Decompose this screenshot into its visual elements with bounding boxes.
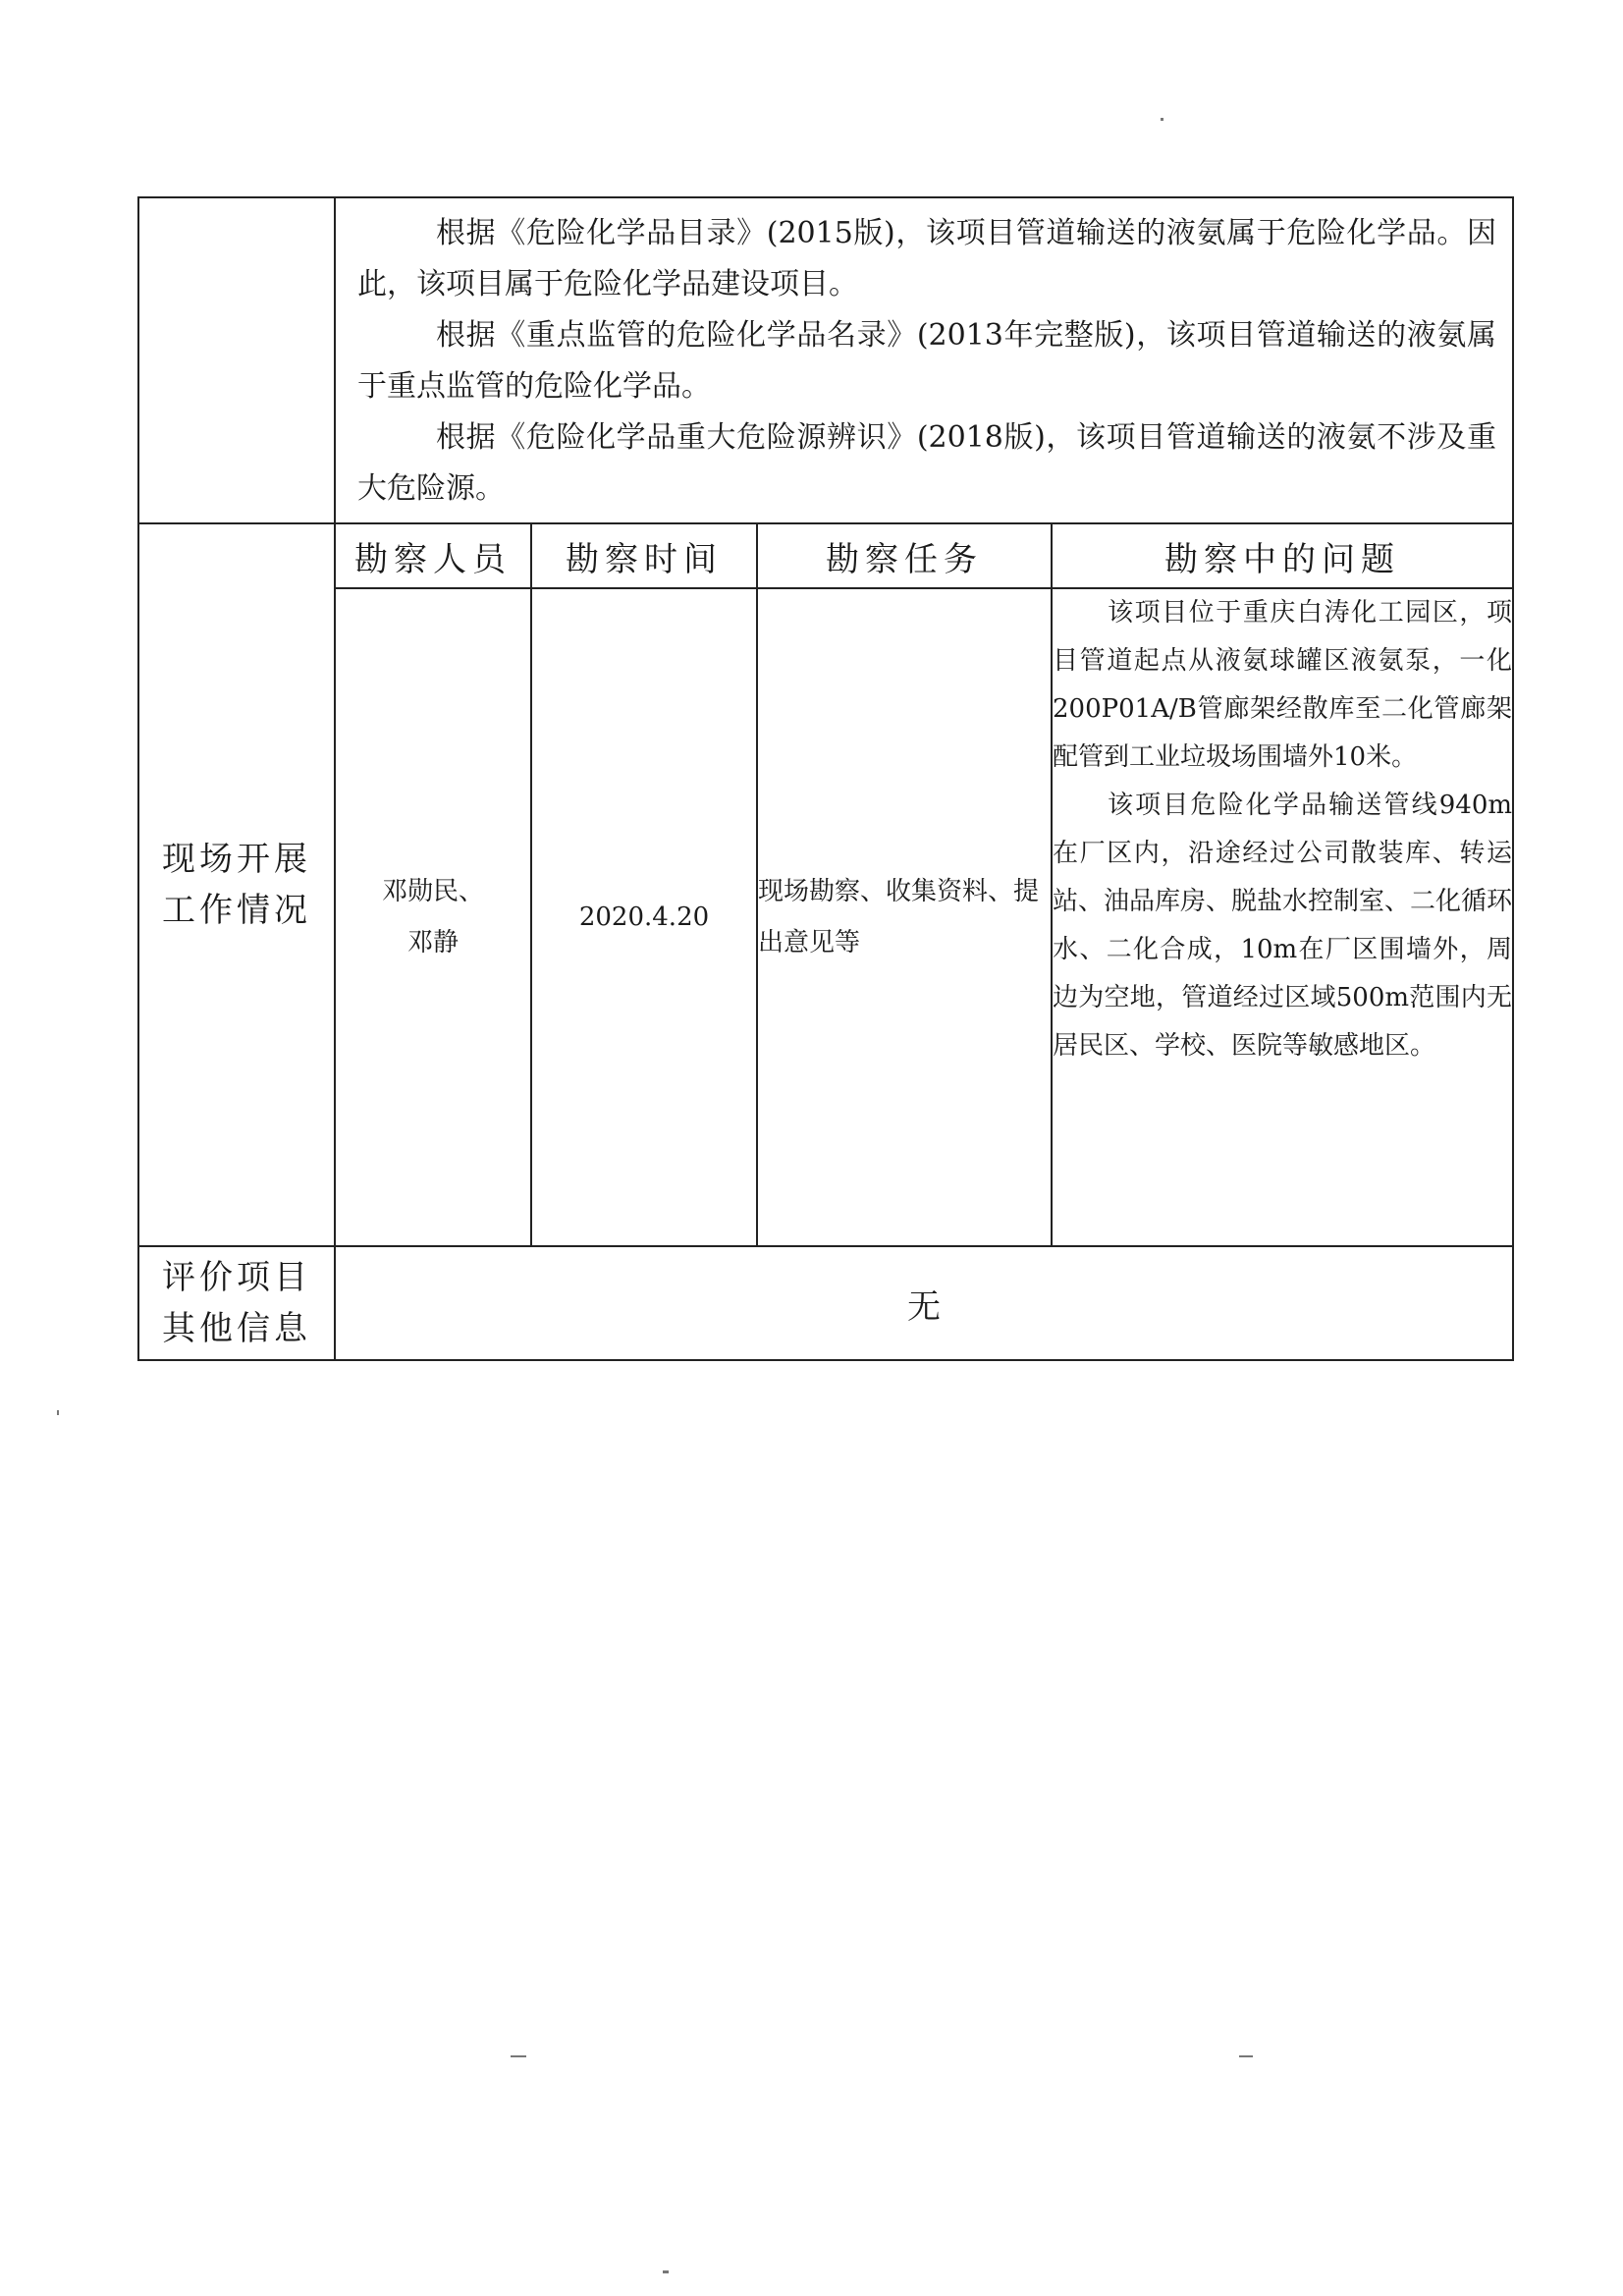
issue-paragraph: 该项目危险化学品输送管线940m在厂区内，沿途经过公司散装库、转运站、油品库房、脱盐水控制室、二化循环水、二化合成，10m在厂区围墙外，周边为空地，管道经过区域500m范围内无居民区、学校、医院等敏感地区。 [1053, 791, 1513, 1061]
header-issues: 勘察中的问题 [1052, 523, 1513, 588]
evaluation-info-table [137, 196, 1514, 1361]
time-cell: 2020.4.20 [531, 588, 757, 1246]
scan-speck [1239, 2055, 1253, 2057]
issue-paragraph: 该项目位于重庆白涛化工园区，项目管道起点从液氨球罐区液氨泵，一化200P01A/B管廊架经散库至二化管廊架配管到工业垃圾场围墙外10米。 [1053, 598, 1513, 772]
other-info-row [138, 1246, 1513, 1360]
issues-cell [1052, 588, 1513, 1246]
header-task: 勘察任务 [757, 523, 1052, 588]
header-personnel: 勘察人员 [335, 523, 531, 588]
classification-label-cell [138, 197, 335, 523]
task-cell: 现场勘察、收集资料、提出意见等 [757, 588, 1052, 1246]
other-info-value: 无 [335, 1246, 1513, 1360]
classification-paragraph: 根据《危险化学品重大危险源辨识》(2018版)，该项目管道输送的液氨不涉及重大危险源。 [357, 420, 1497, 506]
classification-paragraph: 根据《重点监管的危险化学品名录》(2013年完整版)，该项目管道输送的液氨属于重点监管的危险化学品。 [357, 318, 1497, 404]
classification-row [138, 197, 1513, 523]
site-work-header-row [138, 523, 1513, 588]
scan-speck [57, 1410, 59, 1415]
header-time: 勘察时间 [531, 523, 757, 588]
scan-speck [511, 2055, 526, 2057]
site-work-row-label: 现场开展工作情况 [138, 523, 335, 1246]
classification-paragraph: 根据《危险化学品目录》(2015版)，该项目管道输送的液氨属于危险化学品。因此，该项目属于危险化学品建设项目。 [357, 216, 1497, 301]
classification-text-cell [335, 197, 1513, 523]
site-work-body-row [138, 588, 1513, 1246]
personnel-value: 邓勋民、邓静 [381, 877, 484, 957]
scan-speck [663, 2270, 669, 2273]
scan-speck [1161, 118, 1163, 121]
personnel-cell [335, 588, 531, 1246]
other-info-row-label: 评价项目其他信息 [138, 1246, 335, 1360]
